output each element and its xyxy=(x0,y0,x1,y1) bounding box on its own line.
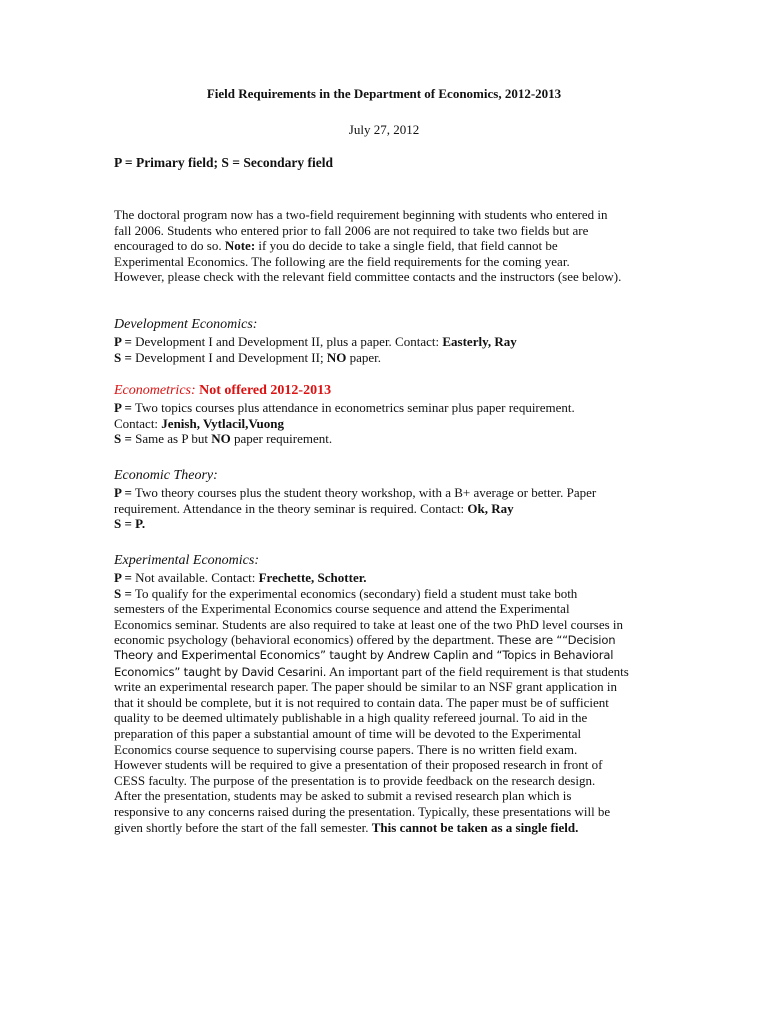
experimental-primary xyxy=(114,570,674,586)
experimental-line: However students will be required to give a presentation of their proposed research in front of xyxy=(114,757,603,773)
secondary-label: S = xyxy=(114,349,132,365)
intro-line xyxy=(114,238,674,254)
experimental-line: semesters of the Experimental Economics course sequence and attend the Experimental xyxy=(114,601,570,617)
theory-primary-cont xyxy=(114,501,674,517)
primary-label: P = xyxy=(114,485,132,500)
primary-text: Development I and Development II, plus a paper. Contact: xyxy=(131,334,443,349)
experimental-line: Theory and Experimental Economics” taught by Andrew Caplin and “Topics in Behavioral xyxy=(114,647,614,662)
secondary-label: S = xyxy=(114,585,132,601)
secondary-text: To qualify for the experimental economics (secondary) field a student must take both xyxy=(131,585,578,601)
econometrics-secondary xyxy=(114,431,674,447)
experimental-line: After the presentation, students may be asked to submit a revised research plan which is xyxy=(114,788,572,804)
experimental-section xyxy=(114,553,674,835)
development-primary xyxy=(114,334,674,350)
intro-line: The doctoral program now has a two-field requirement beginning with students who entered in xyxy=(114,207,608,222)
secondary-label: S = xyxy=(114,431,132,447)
intro-line: Experimental Economics. The following are the field requirements for the coming year. xyxy=(114,253,570,269)
not-offered-note: Not offered 2012-2013 xyxy=(195,383,332,398)
primary-label: P = xyxy=(114,570,132,585)
experimental-line: write an experimental research paper. The paper should be similar to an NSF grant application in xyxy=(114,679,617,695)
intro-line: However, please check with the relevant field committee contacts and the instructors (see below). xyxy=(114,269,622,285)
experimental-contact: Frechette, Schotter. xyxy=(258,570,367,585)
experimental-line xyxy=(114,820,674,836)
econometrics-contact-names: Jenish, Vytlacil,Vuong xyxy=(161,415,284,431)
single-field-warning: This cannot be taken as a single field. xyxy=(371,819,579,835)
econometrics-title: Econometrics: xyxy=(114,383,196,398)
course-names-text: Economics” taught by David Cesarini. xyxy=(114,664,327,679)
course-names-text: These are ““Decision xyxy=(497,633,616,648)
econometrics-primary xyxy=(114,400,674,416)
intro-paragraph xyxy=(114,207,674,285)
development-heading: Development Economics: xyxy=(114,317,258,332)
primary-text: Two theory courses plus the student theory workshop, with a B+ average or better. Paper xyxy=(131,485,597,500)
experimental-text: given shortly before the start of the fall semester. xyxy=(114,819,372,835)
experimental-line: Economics course sequence to supervising course papers. There is no written field exam. xyxy=(114,741,578,757)
experimental-line: CESS faculty. The purpose of the presentation is to provide feedback on the research design. xyxy=(114,772,596,788)
secondary-text: Same as P but xyxy=(131,431,212,447)
experimental-heading: Experimental Economics: xyxy=(114,553,260,568)
intro-text: if you do decide to take a single field, that field cannot be xyxy=(255,238,558,254)
secondary-text: paper requirement. xyxy=(230,431,333,447)
field-legend: P = Primary field; S = Secondary field xyxy=(114,155,333,170)
experimental-line: responsive to any concerns raised during the presentation. Typically, these presentations will be xyxy=(114,803,611,819)
primary-label: P = xyxy=(114,334,132,349)
theory-heading: Economic Theory: xyxy=(114,468,218,483)
theory-contact: Ok, Ray xyxy=(467,500,514,516)
theory-primary xyxy=(114,485,674,501)
note-label: Note: xyxy=(224,238,256,254)
theory-secondary: S = P. xyxy=(114,516,146,532)
experimental-text: economic psychology (behavioral economics) offered by the department. xyxy=(114,632,498,648)
econometrics-section xyxy=(114,383,674,447)
experimental-line: preparation of this paper a substantial amount of time will be devoted to the Experimental xyxy=(114,725,582,741)
primary-text: Two topics courses plus attendance in econometrics seminar plus paper requirement. xyxy=(131,400,575,415)
experimental-line xyxy=(114,664,674,680)
primary-text: Not available. Contact: xyxy=(131,570,259,585)
no-paper-emphasis: NO xyxy=(326,349,347,365)
experimental-text: An important part of the field requirement is that students xyxy=(326,663,629,679)
primary-label: P = xyxy=(114,400,132,415)
experimental-line: quality to be deemed ultimately publishable in a high quality refereed journal. To aid in the xyxy=(114,710,588,726)
secondary-text: Development I and Development II; xyxy=(131,349,327,365)
experimental-secondary xyxy=(114,586,674,602)
experimental-line: Economics seminar. Students are also required to take at least one of the two PhD level courses in xyxy=(114,616,624,632)
document-title: Field Requirements in the Department of Economics, 2012-2013 xyxy=(206,86,562,101)
secondary-text: paper. xyxy=(346,349,381,365)
experimental-line: that it should be complete, but it is not required to contain data. The paper must be of sufficient xyxy=(114,694,609,710)
contact-label: Contact: xyxy=(114,415,162,431)
intro-line: fall 2006. Students who entered prior to fall 2006 are not required to take two fields but are xyxy=(114,222,589,238)
development-secondary xyxy=(114,350,674,366)
econometrics-contact xyxy=(114,416,674,432)
intro-text: encouraged to do so. xyxy=(114,238,225,254)
document-date: July 27, 2012 xyxy=(348,122,420,137)
experimental-line xyxy=(114,632,674,648)
development-contact: Easterly, Ray xyxy=(442,334,517,349)
theory-section xyxy=(114,468,674,532)
no-paper-emphasis: NO xyxy=(211,431,231,447)
econometrics-heading xyxy=(114,383,674,400)
primary-text: requirement. Attendance in the theory seminar is required. Contact: xyxy=(114,500,468,516)
development-section xyxy=(114,317,674,365)
